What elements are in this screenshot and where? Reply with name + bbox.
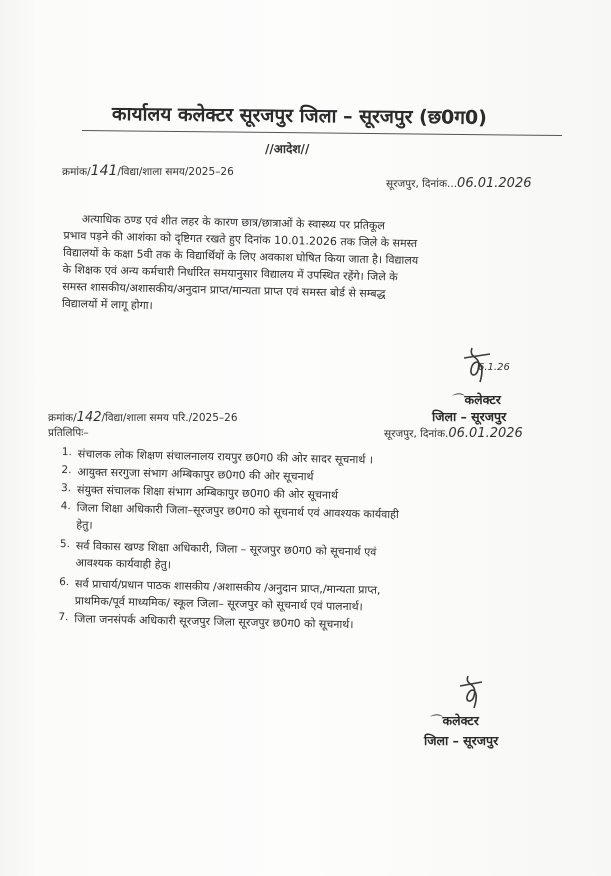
order-place-date [386, 176, 531, 191]
list-item: संचालक लोक शिक्षण संचालनालय रायपुर छ0ग0 की ओर सादर सूचनार्थ । [77, 447, 374, 467]
order-body [61, 211, 564, 313]
list-item-number: 5. [59, 537, 71, 551]
list-item-number: 7. [58, 610, 69, 624]
copy-ref-suffix: /विद्या/शाला समय परि./2025–26 [101, 412, 238, 424]
copy-ref-prefix: क्रमांक/ [48, 412, 77, 424]
order-reference [62, 163, 234, 179]
list-item: जिला शिक्षा अधिकारी जिला–सूरजपुर छ0ग0 को सूचनार्थ एवं आवश्यक कार्यवाही [76, 501, 399, 522]
copy-reference [48, 410, 238, 425]
list-item: सर्व विकास खण्ड शिक्षा अधिकारी, जिला – सूरजपुर छ0ग0 को सूचनार्थ एवं [75, 539, 377, 559]
order-date-handwritten: 06.01.2026 [457, 176, 532, 191]
list-item-number: 3. [60, 481, 72, 495]
copy-signatory-title: ⌒ कलेक्टर [428, 713, 479, 728]
list-item-continuation: आवश्यक कार्यवाही हेतु। [75, 556, 172, 572]
signature-date: 6.1.26 [478, 362, 510, 373]
list-item: संयुक्त संचालक शिक्षा संभाग अम्बिकापुर छ0ग0 की ओर सूचनार्थ [76, 483, 339, 502]
list-item-continuation: प्राथमिक/पूर्व माध्यमिक/ स्कूल जिला– सूरजपुर को सूचनार्थ एवं पालनार्थ। [74, 594, 363, 614]
list-item-number: 1. [61, 446, 73, 459]
copy-distribution-list [58, 446, 582, 632]
order-ref-suffix: /विद्या/शाला समय/2025–26 [117, 166, 234, 178]
order-ref-number: 141 [90, 163, 118, 179]
order-body-line: समस्त शासकीय/अशासकीय/अनुदान प्राप्त/मान्यता प्राप्त एवं समस्त बोर्ड से सम्बद्ध [62, 279, 386, 301]
order-place-date-label: सूरजपुर, दिनांक... [386, 178, 458, 190]
signatory-district: जिला – सूरजपुर [432, 409, 507, 424]
list-item: सर्व प्राचार्य/प्रधान पाठक शासकीय /अशासकीय /अनुदान प्राप्त,/मान्यता प्राप्त, [74, 577, 381, 597]
order-body-line: अत्याधिक ठण्ड एवं शीत लहर के कारण छात्र/छात्राओं के स्वास्थ्य पर प्रतिकूल [81, 212, 386, 233]
order-body-line: विद्यालयों के कक्षा 5वी तक के विद्यार्थियों के लिए अवकाश घोषित किया जाता है। विद्यालय [62, 245, 419, 268]
order-ref-prefix: क्रमांक/ [62, 166, 91, 178]
list-item-number: 6. [59, 575, 70, 589]
collector-signature-copy [452, 672, 502, 714]
signatory-title: ⌒ कलेक्टर [450, 392, 501, 407]
list-item: आयुक्त सरगुजा संभाग अम्बिकापुर छ0ग0 की ओर सूचनार्थ [77, 465, 314, 484]
order-body-line: के शिक्षक एवं अन्य कर्मचारी निर्धारित समयानुसार विद्यालय में उपस्थित रहेंगे। जिले के [62, 262, 398, 284]
order-body-line: प्रभाव पड़ने की आशंका को दृष्टिगत रखते हुए दिनांक 10.01.2026 तक जिले के समस्त [63, 228, 418, 251]
copy-label: प्रतिलिपिः– [48, 427, 89, 439]
list-item-number: 4. [60, 499, 71, 513]
copy-place-date-label: सूरजपुर, दिनांक. [384, 428, 449, 440]
office-title: कार्यालय कलेक्टर सूरजपुर जिला – सूरजपुर (छ0ग0) [111, 103, 488, 129]
order-body-line: विद्यालयों में लागू होगा। [61, 296, 153, 313]
list-item-continuation: हेतु। [76, 518, 93, 532]
copy-ref-number: 142 [76, 410, 102, 425]
copy-date-handwritten: 06.01.2026 [448, 426, 523, 441]
order-heading: //आदेश// [265, 142, 310, 156]
copy-place-date [384, 426, 523, 441]
title-underline [82, 130, 562, 136]
copy-signatory-district: जिला – सूरजपुर [424, 733, 499, 748]
list-item: जिला जनसंपर्क अधिकारी सूरजपुर जिला सूरजपुर छ0ग0 को सूचनार्थ। [74, 612, 354, 632]
list-item-number: 2. [61, 463, 72, 477]
